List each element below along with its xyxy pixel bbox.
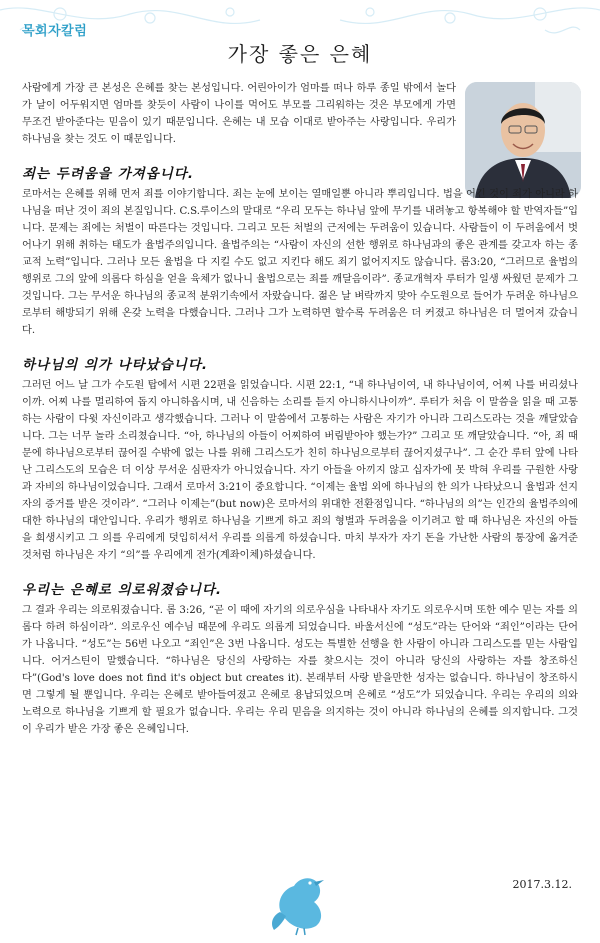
article-body — [22, 80, 578, 738]
column-label: 목회자칼럼 — [22, 23, 88, 38]
intro-paragraph: 사람에게 가장 큰 본성은 은혜를 찾는 본성입니다. 어린아이가 엄마를 떠나 하루 종일 밖에서 놀다가 날이 어두워지면 엄마를 찾듯이 사람이 나이를 먹어도 부모를 그리워하는 것은 부모에게 가면 무조건 받아준다는 믿음이 있기 때문입니다. 은혜는 내 모습 이대로 받아주는 사랑입니다. 우리가 하나님을 찾는 것도 이 때문입니다. — [22, 83, 456, 145]
section-paragraph: 그러던 어느 날 그가 수도원 탑에서 시편 22편을 읽었습니다. 시편 22:1, “내 하나님이여, 내 하나님이여, 어찌 나를 버리셨나이까. 어찌 나를 멀리하여 돕지 아니하옵시며, 내 신음하는 소리를 듣지 아니하시나이까”. 루터가 처음 이 말씀을 읽을 때 고통하는 사람이 다윗 자신이라고 생각했습니다. 그러나 이 말씀에서 고통하는 사람은 자기가 아니라 그리스도라는 것을 깨달았습니다. 그는 너무 놀라 소리쳤습니다. “아, 하나님의 아들이 어찌하여 버림받아야 했는가?” 그리고 또 깨달았습니다. “아, 죄 때문에 하나님으로부터 끊어질 수밖에 없는 나를 위해 그리스도가 친히 하나님으로부터 끊어지셨구나”. 그 순간 루터 앞에 나타난 그리스도의 모습은 더 이상 무서운 심판자가 아니었습니다. 자기 아들을 아끼지 않고 십자가에 못 박혀 우리를 구원한 사랑과 자비의 하나님이었습니다. 그래서 로마서 3:21이 중요합니다. “이제는 율법 외에 하나님의 한 의가 나타났으니 율법과 선지자의 증거를 받은 것이라”. “그러나 이제는”(but now)은 로마서의 위대한 전환점입니다. “하나님의 의”는 인간의 율법주의에 대한 하나님의 대안입니다. 우리가 행위로 하나님을 기쁘게 하고 죄의 형벌과 두려움을 이기려고 할 때 하나님은 자신의 아들을 희생시키고 그 의를 우리에게 덧입히셔서 우리를 의롭게 하셨습니다. 마치 부자가 자기 돈을 가난한 사람의 통장에 옮겨준 것처럼 하나님은 자기 “의”를 우리에게 전가(계좌이체)하셨습니다. — [22, 380, 578, 561]
section-heading: 죄는 두려움을 가져옵니다. — [22, 166, 194, 182]
date: 2017.3.12. — [512, 878, 572, 891]
page-title: 가장 좋은 은혜 — [227, 42, 373, 66]
section-paragraph: 그 결과 우리는 의로워졌습니다. 롬 3:26, “곧 이 때에 자기의 의로우심을 나타내사 자기도 의로우시며 또한 예수 믿는 자를 의롭다 하려 하심이라”. 의로우신 예수님 때문에 우리도 의롭게 되었습니다. 바울서신에 “성도”라는 단어와 “죄인”이라는 단어가 나옵니다. “성도”는 56번 나오고 “죄인”은 3번 나옵니다. 성도는 특별한 선행을 한 사람이 아니라 그리스도를 믿는 사람입니다. 어거스틴이 말했습니다. “하나님은 당신의 사랑하는 자를 찾으시는 것이 아니라 당신의 사랑하는 자를 창조하신다”(God's love does not find it's object but creates it). 본래부터 사랑 받을만한 성자는 없습니다. 하나님이 창조하시면 그렇게 될 뿐입니다. 우리는 은혜로 받아들여졌고 은혜로 용납되었으며 은혜로 “성도”가 되었습니다. 우리는 우리의 의와 노력으로 하나님을 기쁘게 할 필요가 없습니다. 우리는 우리 믿음을 의지하는 것이 아니라 하나님의 은혜를 의지합니다. 그것이 우리가 받은 가장 좋은 은혜입니다. — [22, 605, 578, 735]
section-heading: 우리는 은혜로 의로워졌습니다. — [22, 582, 223, 598]
section-paragraph: 로마서는 은혜를 위해 먼저 죄를 이야기합니다. 죄는 눈에 보이는 열매일뿐 아니라 뿌리입니다. 법을 어긴 것이 죄가 아니라 하나님을 떠난 것이 죄의 본질입니다. C.S.루이스의 말대로 “우리 모두는 하나님 앞에 무기를 내려놓고 항복해야 할 반역자들”입니다. 문제는 죄에는 처벌이 따른다는 것입니다. 그리고 모든 처벌의 근저에는 두려움이 있습니다. 사람들이 이 두려움에서 벗어나기 위해 취하는 태도가 율법주의입니다. 율법주의는 “사람이 자신의 선한 행위로 하나님과의 좋은 관계를 갖고자 하는 종교적 노력”입니다. 그러나 모든 율법을 다 지킬 수도 없고 지킨다 해도 죄기 없어지지도 않습니다. 롬3:20, “그러므로 율법의 행위로 그의 앞에 의롭다 하심을 얻을 육체가 없나니 율법으로는 죄를 깨달음이라”. 종교개혁자 루터가 일생 싸웠던 문제가 그것입니다. 그는 무서운 하나님의 종교적 분위기속에서 자랐습니다. 젊은 날 벼락까지 맞아 수도원으로 들어가 두려운 하나님으로부터 해방되기 위해 온갖 노력을 다했습니다. 그러나 그가 노력하면 할수록 두려움은 더 커졌고 하나님은 더 멀어져 갔습니다. — [22, 189, 578, 336]
bird-icon — [270, 868, 330, 936]
section-heading: 하나님의 의가 나타났습니다. — [22, 357, 209, 373]
